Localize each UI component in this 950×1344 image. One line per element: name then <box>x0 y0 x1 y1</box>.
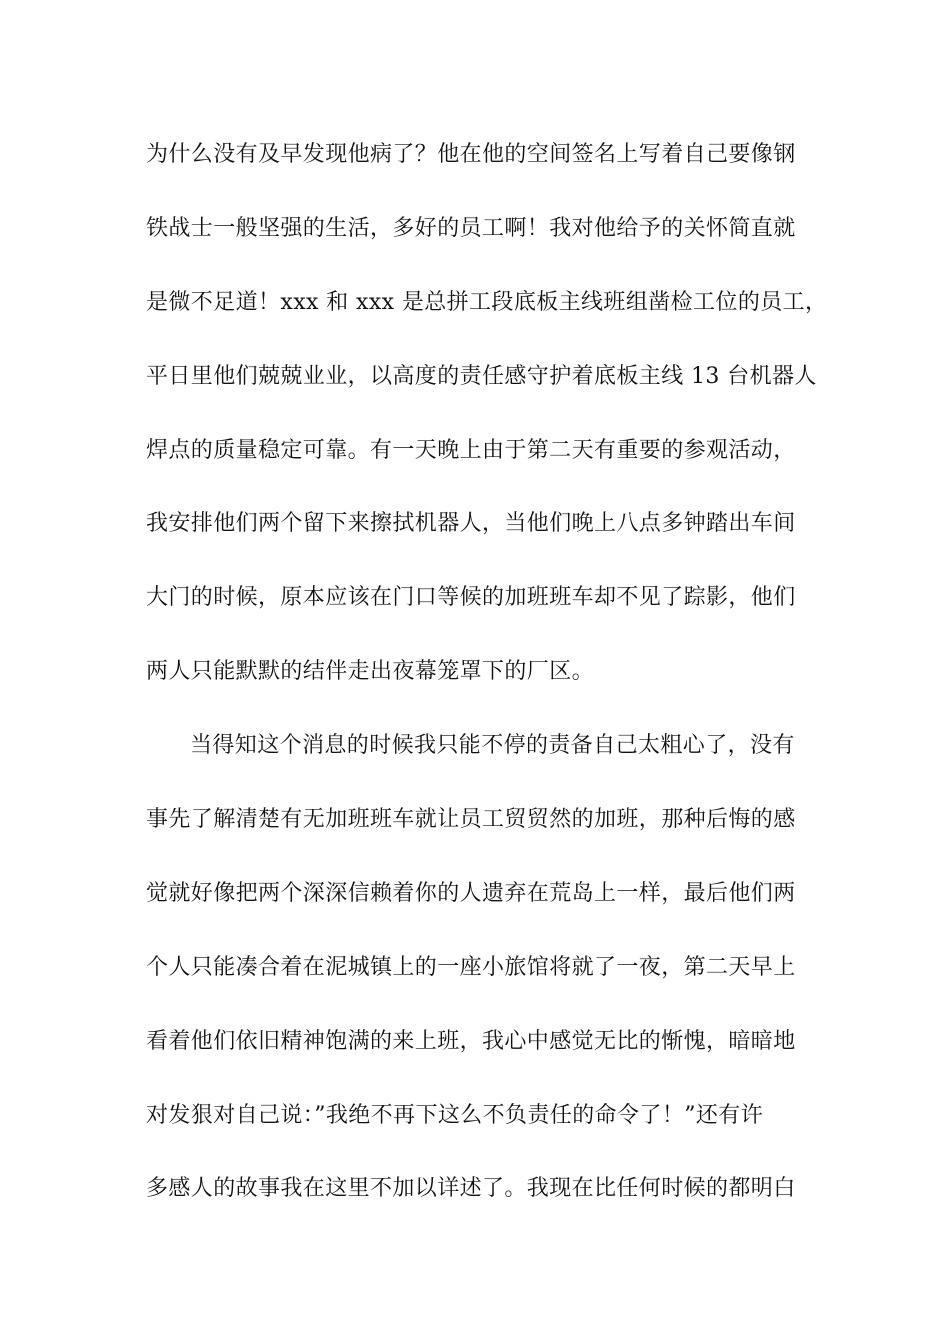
text-line: 个人只能凑合着在泥城镇上的一座小旅馆将就了一夜，第二天早上 <box>146 954 796 980</box>
text-line: 对发狠对自己说：”我绝不再下这么不负责任的命令了！”还有许 <box>146 1102 764 1128</box>
text-line: 大门的时候，原本应该在门口等候的加班班车却不见了踪影，他们 <box>146 585 796 611</box>
text-line: 平日里他们兢兢业业，以高度的责任感守护着底板主线 13 台机器人 <box>146 363 817 389</box>
text-line: 看着他们依旧精神饱满的来上班，我心中感觉无比的惭愧，暗暗地 <box>146 1028 796 1054</box>
text-line: 铁战士一般坚强的生活，多好的员工啊！我对他给予的关怀简直就 <box>146 215 796 241</box>
text-line: 觉就好像把两个深深信赖着你的人遗弃在荒岛上一样，最后他们两 <box>146 880 796 906</box>
text-line: 多感人的故事我在这里不加以详述了。我现在比任何时候的都明白 <box>146 1176 796 1202</box>
text-line: 事先了解清楚有无加班班车就让员工贸贸然的加班，那种后悔的感 <box>146 807 796 833</box>
text-line: 两人只能默默的结伴走出夜幕笼罩下的厂区。 <box>146 659 595 685</box>
text-line: 为什么没有及早发现他病了？他在他的空间签名上写着自己要像钢 <box>146 142 796 167</box>
text-line: 焊点的质量稳定可靠。有一天晚上由于第二天有重要的参观活动， <box>146 437 796 463</box>
text-line: 是微不足道！xxx 和 xxx 是总拼工段底板主线班组凿检工位的员工， <box>146 289 828 315</box>
text-line: 我安排他们两个留下来擦拭机器人，当他们晚上八点多钟踏出车间 <box>146 511 796 537</box>
document-body <box>146 130 828 1238</box>
text-line-paragraph-start: 当得知这个消息的时候我只能不停的责备自己太粗心了，没有 <box>190 733 795 759</box>
